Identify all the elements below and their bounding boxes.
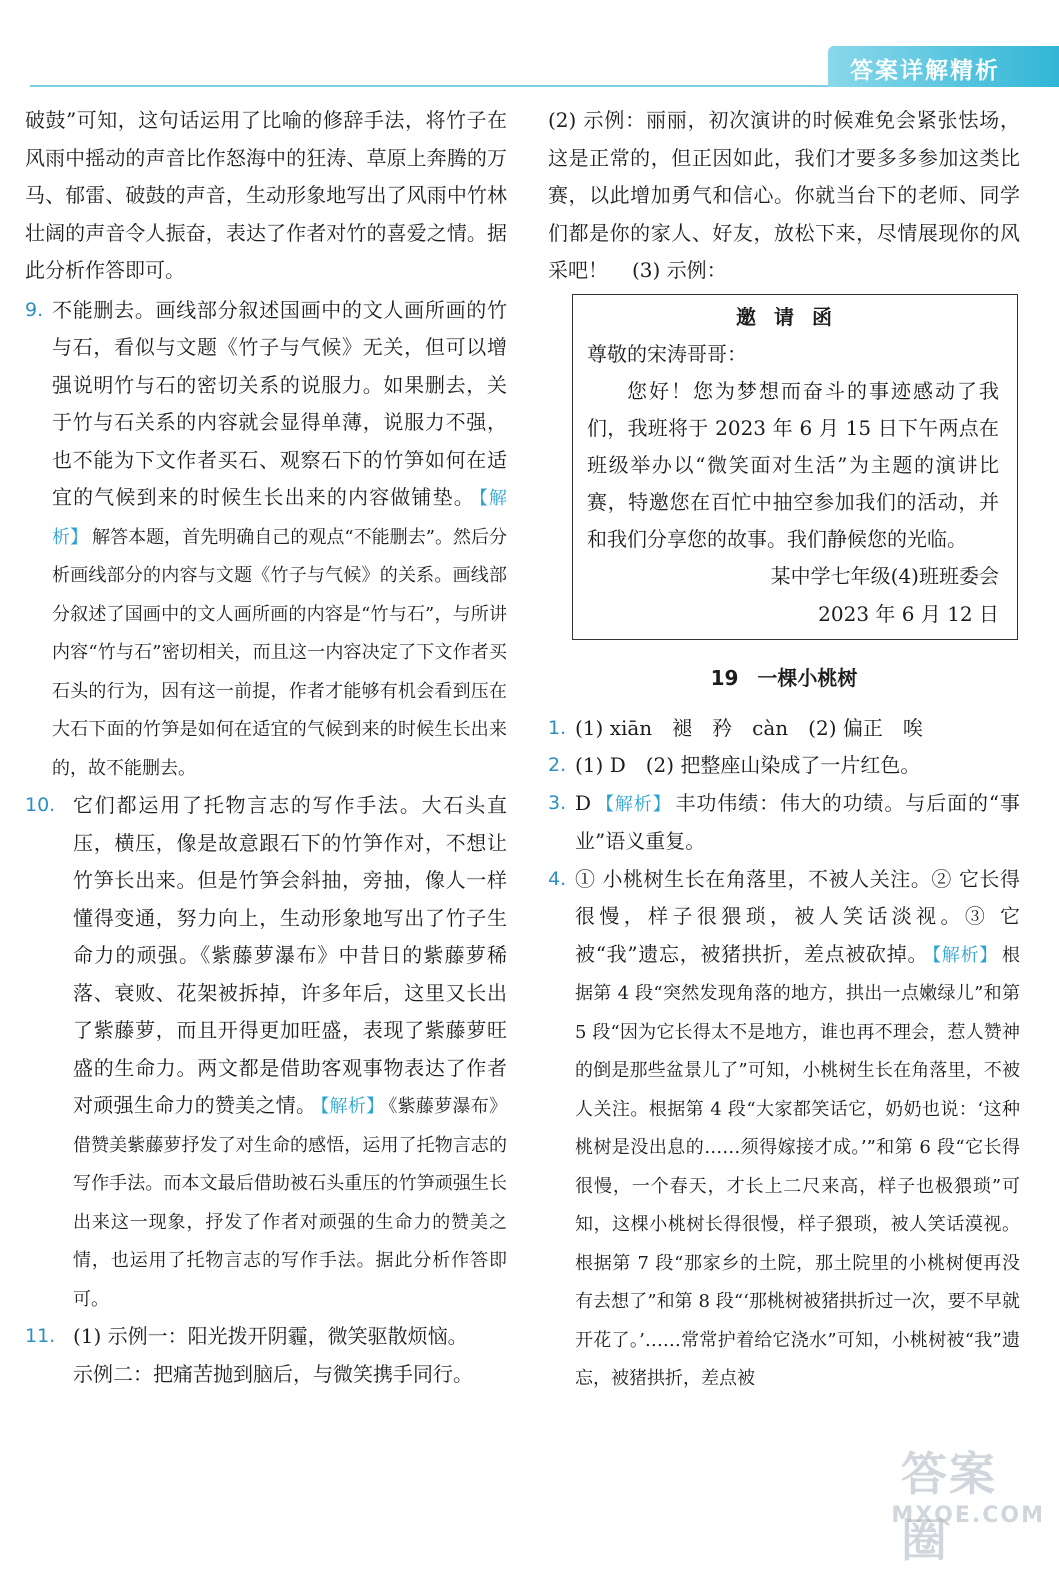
analysis-tag: 【解析】 (595, 793, 672, 815)
lesson-heading (548, 660, 1020, 698)
answer-line-2: 示例二：把痛苦抛到脑后，与微笑携手同行。 (73, 1361, 473, 1386)
left-column (25, 102, 507, 1393)
letter-title: 邀请函 (736, 304, 850, 329)
letter-date: 2023 年 6 月 12 日 (818, 601, 999, 626)
answer-text: 它们都运用了托物言志的写作手法。大石头直压，横压，像是故意跟石下的竹笋作对，不想让竹笋长出来。但是竹笋会斜抽，旁抽，像人一样懂得变通，努力向上，生动形象地写出了竹子生命力的顽强。《紫藤萝瀑布》中昔日的紫藤萝稀落、衰败、花架被拆掉，许多年后，这里又长出了紫藤萝，而且开得更加旺盛，表现了紫藤萝旺盛的生命力。两文都是借助客观事物表达了作者对顽强生命力的赞美之情。 (73, 793, 507, 1117)
question-number: 3. (548, 791, 567, 814)
banner-text: 答案详解精析 (850, 58, 1000, 84)
analysis-text: 解答本题，首先明确自己的观点“不能删去”。然后分析画线部分的内容与文题《竹子与气候》的关系。画线部分叙述了国画中的文人画所画的内容是“竹与石”，与所讲内容“竹与石”密切相关，而且这一内容决定了下文作者买石头的行为，因有这一前提，作者才能够有机会看到压在大石下面的竹笋是如何在适宜的气候到来的时候生长出来的，故不能删去。 (52, 526, 508, 779)
analysis-tag: 【解析】 (52, 488, 508, 548)
answer-3 (548, 785, 1020, 861)
answer-1 (548, 710, 1020, 748)
answer-text: 不能删去。画线部分叙述国画中的文人画所画的竹与石，看似与文题《竹子与气候》无关，但可以增强说明竹与石的密切关系的说服力。如果删去，关于竹与石关系的内容就会显得单薄，说服力不强，也不能为下文作者买石、观察石下的竹笋如何在适宜的气候到来的时候生长出来的内容做铺垫。 (52, 297, 507, 509)
continued-analysis: 破鼓”可知，这句话运用了比喻的修辞手法，将竹子在风雨中摇动的声音比作怒海中的狂涛、草原上奔腾的万马、郁雷、破鼓的声音，生动形象地写出了风雨中竹林壮阔的声音令人振奋，表达了作者对竹的喜爱之情。据此分析作答即可。 (25, 108, 507, 282)
question-number: 1. (548, 716, 567, 739)
question-number: 11. (25, 1325, 56, 1347)
watermark-top: 答案圈 (901, 1447, 997, 1567)
question-10 (25, 787, 507, 1318)
lesson-title: 一棵小桃树 (757, 666, 858, 690)
question-9 (25, 292, 507, 788)
letter-signature: 某中学七年级(4)班班委会 (770, 564, 999, 588)
continued-answer (548, 102, 1020, 290)
answer-line-1: (1) 示例一：阳光拨开阴霾，微笑驱散烦恼。 (73, 1324, 468, 1348)
question-number: 4. (548, 867, 567, 890)
header-banner (828, 46, 1059, 87)
letter-salutation: 尊敬的宋涛哥哥： (587, 342, 747, 366)
watermark-logo (891, 1438, 1051, 1567)
question-11 (25, 1318, 507, 1356)
example-2: (2) 示例：丽丽，初次演讲的时候难免会紧张怯场，这是正常的，但正因如此，我们才要多多参加这类比赛，以此增加勇气和信心。你就当台下的老师、同学们都是你的家人、好友，放松下来，尽情展现你的风采吧！ (548, 108, 1020, 282)
invitation-letter (572, 294, 1018, 641)
question-number: 10. (25, 794, 56, 816)
answer-text: D (575, 790, 592, 815)
lesson-number: 19 (710, 666, 739, 690)
analysis-text: 丰功伟绩：伟大的功绩。与后面的“事业”语义重复。 (575, 790, 1021, 853)
answer-text: (1) D (2) 把整座山染成了一片红色。 (575, 753, 921, 777)
answer-2 (548, 747, 1020, 785)
question-number: 2. (548, 754, 567, 776)
analysis-tag: 【解析】 (320, 1096, 385, 1117)
watermark-bottom: MXQE.COM (891, 1503, 1045, 1528)
answer-4 (548, 861, 1020, 1398)
example-3-label: (3) 示例： (632, 258, 727, 282)
answer-text: ① 小桃树生长在角落里，不被人关注。② 它长得很慢，样子很猥琐，被人笑话淡视。③ 它被“我”遗忘，被猪拱折，差点被砍掉。 (575, 866, 1020, 966)
right-column (548, 102, 1020, 1398)
analysis-text: 《紫藤萝瀑布》借赞美紫藤萝抒发了对生命的感悟，运用了托物言志的写作手法。而本文最后借助被石头重压的竹笋顽强生长出来这一现象，抒发了作者对顽强的生命力的赞美之情，也运用了托物言志的写作手法。据此分析作答即可。 (73, 1096, 508, 1310)
header-rule (30, 85, 830, 87)
answer-text: (1) xiān 褪 矜 càn (2) 偏正 唉 (575, 715, 923, 740)
letter-body: 您好！您为梦想而奋斗的事迹感动了我们，我班将于 2023 年 6 月 15 日下午两点在班级举办以“微笑面对生活”为主题的演讲比赛，特邀您在百忙中抽空参加我们的活动，并和我们分享您的故事。我们静候您的光临。 (587, 379, 999, 551)
question-number: 9. (25, 298, 44, 321)
analysis-text: 根据第 4 段“突然发现角落的地方，拱出一点嫩绿儿”和第 5 段“因为它长得太不是地方，谁也再不理会，惹人赞神的倒是那些盆景儿了”可知，小桃树生长在角落里，不被人关注。根据第 4 段“大家都笑话它，奶奶也说：‘这种桃树是没出息的……须得嫁接才成。’”和第 6 段“它长得很慢，一个春天，才长上二尺来高，样子也极猥琐”可知，这棵小桃树长得很慢，样子猥琐，被人笑话漠视。根据第 7 段“那家乡的土院，那土院里的小桃树便再没有去想了”和第 8 段“‘那桃树被猪拱折过一次，要不早就开花了。’……常常护着给它浇水”可知，小桃树被“我”遗忘，被猪拱折，差点被 (575, 944, 1020, 1389)
analysis-tag: 【解析】 (932, 944, 998, 966)
